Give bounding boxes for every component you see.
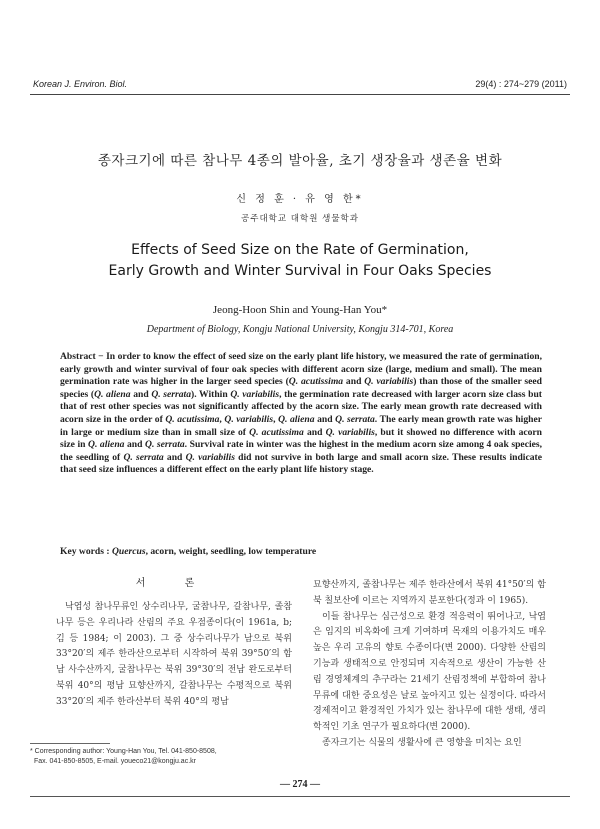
english-department: Department of Biology, Kongju National University, Kongju 314-701, Korea — [146, 324, 454, 335]
abstract-dash: − — [95, 351, 107, 362]
footnote-line2: Fax. 041-850-8505, E-mail. youeco21@kongju.ac.kr — [34, 757, 196, 765]
english-title-line1: Effects of Seed Size on the Rate of Germination, — [131, 242, 469, 258]
korean-department: 공주대학교 대학원 생물학과 — [241, 214, 359, 224]
korean-title: 종자크기에 따른 참나무 4종의 발아율, 초기 생장율과 생존율 변화 — [97, 153, 503, 169]
abstract-text: In order to know the effect of seed size on the early plant life history, we measured the rate of germination, early growth and winter survival of four oak species with different acorn size (large, medium and small). The mean germination rate was higher in the larger seed species (Q. acutissima and Q. variabilis) than those of the smaller seed species (Q. aliena and Q. serrata). Within Q. variabilis, the germination rate decreased with larger acorn size class but that of rest other species was not significantly affected by the acorn size. The early mean growth rate decreased with acorn size in the order of Q. acutissima, Q. variabilis, Q. aliena and Q. serrata. The early mean growth rate was higher in large or medium size than in small size of Q. acutissima and Q. variabilis, but it showed no difference with acorn size in Q. aliena and Q. serrata. Survival rate in winter was the highest in the medium acorn size among 4 oak species, the seedling of Q. serrata and Q. variabilis did not survive in both large and small acorn size. These results indicate that seed size influences a different effect on the early plant life history stage. — [60, 351, 543, 476]
section-heading: 서 론 — [135, 578, 213, 589]
body-left-text: 낙엽성 참나무류인 상수리나무, 굴참나무, 갈참나무, 졸참나무 등은 우리나라 산림의 주요 우점종이다(이 1961a, b; 김 등 1984; 이 2003). 그 중 상수리나무가 남으로 북위 33°20′의 제주 한라산으로부터 시작하여 북위 39°50′의 함남 사수산까지, 굴참나무는 북위 39°30′의 전남 완도로부터 북위 40°의 평남 묘향산까지, 갈참나무는 수평적으로 북위 33°20′의 제주 한라산부터 북위 40°의 평남 — [56, 602, 292, 707]
volume-info: 29(4) : 274~279 (2011) — [475, 79, 567, 89]
keywords-list: , acorn, weight, seedling, low temperature — [145, 546, 317, 557]
footnote — [30, 747, 300, 766]
body-left-column — [56, 600, 292, 711]
abstract — [60, 351, 542, 477]
footnote-line1: * Corresponding author: Young-Han You, Tel. 041-850-8508, — [30, 748, 217, 755]
abstract-label: Abstract — [60, 351, 96, 362]
body-right-column — [313, 578, 546, 752]
keywords-label: Key words : — [60, 546, 112, 557]
english-authors: Jeong-Hoon Shin and Young-Han You* — [212, 304, 388, 316]
body-right-text: 묘향산까지, 졸참나무는 제주 한라산에서 북위 41°50′의 함북 칠보산에 이르는 지역까지 분포한다(정과 이 1965). 이들 참나무는 심근성으로 환경 적응력이 뛰어나고, 낙엽은 임지의 비옥화에 크게 기여하며 목재의 이용가치도 매우 높은 우리 고유의 향토 수종이다(변 2000). 다양한 산림의 기능과 생태적으로 안정되며 지속적으로 생산이 가능한 산림 경영체계의 추구라는 21세기 산림정책에 부합하여 참나무류에 대한 중요성은 날로 높아지고 있는 실정이다. 따라서 경제적이고 환경적인 가치가 있는 참나무에 대한 생태, 생리학적인 기초 연구가 필요하다(변 2000). 종자크기는 식물의 생활사에 큰 영향을 미치는 요인 — [313, 580, 546, 748]
journal-name: Korean J. Environ. Biol. — [33, 79, 128, 89]
english-title — [0, 240, 600, 282]
korean-authors: 신 정 훈 · 유 영 한* — [236, 194, 364, 205]
footnote-rule — [30, 743, 110, 744]
english-title-line2: Early Growth and Winter Survival in Four Oaks Species — [108, 263, 492, 279]
keywords — [60, 546, 542, 557]
footer-rule — [30, 796, 570, 797]
header-rule — [30, 94, 570, 95]
keywords-genus: Quercus — [111, 546, 146, 557]
page-number: — 274 — — [280, 779, 320, 790]
